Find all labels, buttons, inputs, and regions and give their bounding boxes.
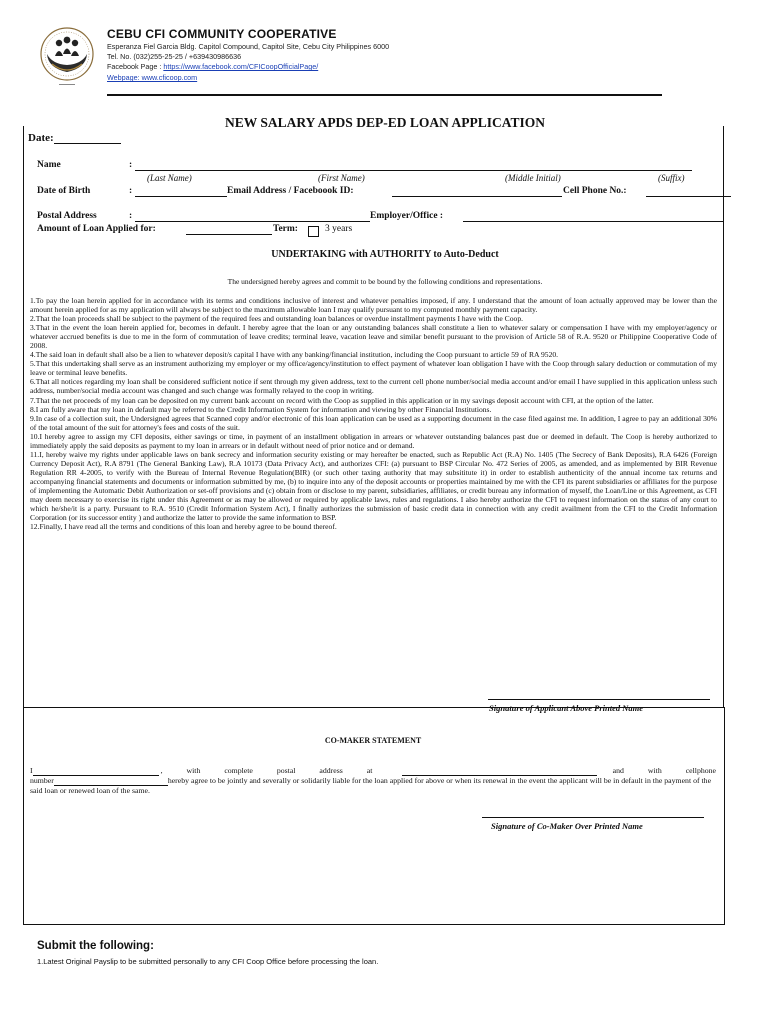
term-item: 9.In case of a collection suit, the Undersigned agrees that Scanned copy and/or electronic of this loan application can be used as a supporting document in the case filed against me. In addition, I agree to pay an additional 30% of the total amount of the suit for attorney's fees and costs of the suit. — [30, 413, 717, 432]
term-item: 1.To pay the loan herein applied for in accordance with its terms and conditions inclusive of interest and whatever penalties imposed, if any. I understand that the amount of loan actually approved may be lower than the amount herein applied for as my application will always be subject to the maximum allowable loan I may qualify pursuant to my computed monthly payment capacity. — [30, 296, 717, 315]
term-item: 8.I am fully aware that my loan in default may be referred to the Credit Information System for information and viewing by other Financial Institutions. — [30, 404, 492, 414]
cooperative-logo — [32, 24, 102, 90]
undertaking-intro: The undersigned hereby agrees and commit to be bound by the following conditions and representations. — [227, 277, 543, 286]
form-border-right — [723, 126, 724, 707]
term-item: 3.That in the event the loan herein applied for, becomes in default. I hereby agree that the loan or any outstanding balances shall constitute a lien to whatever salary or compensation I have with my employer/agency or whatever accrued benefits is due to me in the form of commutation of leave credits; terminal leave, vacation leave and similar benefit pursuant to the provision of Article 58 of R.A. 9520 or Philippine Cooperative Code of 2008. — [30, 323, 717, 351]
first-name-caption: (First Name) — [318, 173, 365, 183]
facebook-link[interactable]: https://www.facebook.com/CFICoopOfficialPage/ — [163, 62, 319, 71]
date-label: Date: — [28, 132, 54, 144]
term-value: 3 years — [325, 224, 353, 234]
form-title: NEW SALARY APDS DEP-ED LOAN APPLICATION — [225, 115, 545, 130]
co-maker-signature-line[interactable] — [482, 817, 704, 818]
undertaking-heading: UNDERTAKING with AUTHORITY to Auto-Deduct — [271, 249, 499, 260]
last-name-caption: (Last Name) — [147, 173, 192, 183]
co-maker-cellphone-text: and with cellphone — [612, 766, 716, 775]
header-divider — [107, 94, 662, 96]
submit-item: 1.Latest Original Payslip to be submitted personally to any CFI Coop Office before processing the loan. — [37, 957, 379, 966]
co-maker-i: I — [30, 766, 33, 775]
co-maker-liability-text: hereby agree to be jointly and severally or solidarily liable for the loan applied for above or when its renewal in the event the applicant will be in default in the payment of the said loan or renewed loan of the same. — [30, 776, 712, 795]
employer-label: Employer/Office : — [370, 211, 444, 221]
amount-label: Amount of Loan Applied for: — [37, 224, 156, 234]
name-colon: : — [129, 160, 133, 170]
co-maker-number-label: number — [30, 776, 54, 785]
term-item: 11.I, hereby waive my rights under applicable laws on bank secrecy and information security existing or may hereafter be enacted, such as Republic Act (R.A) No. 1405 (The Secrecy of Bank Deposits), R.A 6426 (Foreign Currency Deposit Act), R.A 8791 (The General Banking Law), R.A 10173 (Data Privacy Act), and authorizes CFI: (a) pursuant to BSP Circular No. 472 Series of 2005, as amended, and as implemented by BIR Revenue Regulation RR 4-2005, to verify with the Bureau of Internal Revenue Regulation(BIR) (or such other taxing authority that may subsititute it) in order to establish authenticity of the annual income tax returns and accompanying financial statements and documents or information submitted by me, (b) to inquire into any of the deposit accounts or properties maintained by me with the CFI its parent subsidiaries or affiliates for the purpose of implementing the Automatic Debit Authorization or set-off provisions and (c) obtain from or disclose to my parent, subsidiaries, affiliates, or credit bureau any information of myself, the Loan/Line or this Agreement, as CFI may deem necessary to exercise its right under this Agreement or as may be allowed or required by applicable laws, rules and regulations. I also hereby authorize the CFI to request information on the status of any court to which he/she/it is a party. Pursuant to R.A. 9510 (Credit Information System Act), I finally authorizes the submission of basic credit data in connection with any credit availment from the CFI to the Credit Information Corporation (or its successor entity ) and authorize the latter to provide the same information to BSP. — [30, 449, 717, 523]
co-maker-name-field[interactable] — [33, 766, 159, 776]
middle-initial-caption: (Middle Initial) — [505, 173, 561, 183]
co-maker-heading: CO-MAKER STATEMENT — [324, 736, 422, 745]
submit-title: Submit the following: — [37, 940, 154, 952]
dob-label: Date of Birth — [37, 186, 91, 196]
term-item: 5.That this undertaking shall serve as an instrument authorizing my employer or my office/agency/institution to effect payment of whatever loan obligation I have with the Coop through salary deduction or commutation of my leave or terminal leave benefits. — [30, 359, 717, 378]
webpage-link[interactable]: Webpage: www.cficoop.com — [107, 73, 198, 82]
cellphone-label: Cell Phone No.: — [563, 186, 627, 196]
term-item: 12.Finally, I have read all the terms and conditions of this loan and hereby agree to be bound thereof. — [30, 522, 337, 532]
co-maker-signature-label: Signature of Co-Maker Over Printed Name — [491, 821, 643, 831]
date-field[interactable] — [28, 132, 121, 144]
form-border-left — [23, 126, 24, 707]
term-item: 4.The said loan in default shall also be a lien to whatever deposit/s capital I have with any banking/financial institution, including the Coop pursuant to article 59 of RA 9520. — [30, 350, 559, 360]
amount-field[interactable] — [186, 225, 272, 235]
email-field[interactable] — [392, 187, 562, 197]
co-maker-number-field[interactable] — [54, 776, 168, 786]
term-checkbox[interactable] — [306, 223, 321, 241]
organization-telephone: Tel. No. (032)255-25-25 / +639430986636 — [107, 52, 242, 61]
term-item: 10.I hereby agree to assign my CFI deposits, either savings or time, in payment of an installment obligation in arrears or whatever outstanding balances past due or deemed in default. The Coop is hereby authorized to immediately apply the said deposits as payment to my loan in arrears or in default without need of prior notice and or demand. — [30, 431, 717, 450]
organization-name: CEBU CFI COMMUNITY COOPERATIVE — [107, 27, 337, 41]
undertaking-terms — [30, 296, 717, 531]
dob-colon: : — [129, 186, 133, 196]
applicant-signature-line[interactable] — [488, 699, 710, 700]
employer-field[interactable] — [463, 212, 723, 222]
term-label: Term: — [273, 224, 298, 234]
postal-colon: : — [129, 211, 133, 221]
dob-field[interactable] — [135, 187, 227, 197]
name-field[interactable] — [135, 161, 692, 171]
co-maker-address-field[interactable] — [402, 766, 597, 776]
name-label: Name — [37, 160, 61, 170]
email-label: Email Address / Faceboook ID: — [227, 186, 354, 196]
postal-address-field[interactable] — [135, 212, 370, 222]
applicant-signature-label: Signature of Applicant Above Printed Name — [489, 703, 644, 713]
cellphone-field[interactable] — [646, 187, 731, 197]
organization-address: Esperanza Fiel Garcia Bldg. Capitol Compound, Capitol Site, Cebu City Philippines 6000 — [107, 42, 390, 51]
co-maker-address-text: , with complete postal address at — [160, 766, 373, 775]
date-blank[interactable] — [54, 134, 121, 144]
term-item: 6.That all notices regarding my loan shall be considered sufficient notice if sent through my given address, text to the current cell phone number/social media account and/or email I have supplied in this application unless such address, number/social media account was changed and such change was formally relayed to the coop in writing. — [30, 377, 717, 396]
suffix-caption: (Suffix) — [658, 173, 685, 183]
postal-address-label: Postal Address — [37, 211, 97, 221]
facebook-label: Facebook Page : — [107, 62, 164, 71]
facebook-page-line — [107, 62, 318, 71]
term-item: 2.That the loan proceeds shall be subject to the payment of the required fees and outstanding loan balances or overdue installment payments I have with the Coop. — [30, 314, 524, 324]
co-maker-statement — [30, 766, 716, 796]
term-item: 7.That the net proceeds of my loan can be deposited on my current bank account on record with the Coop as supplied in this application or in my savings deposit account with CFI, at the option of the latter. — [30, 395, 654, 405]
